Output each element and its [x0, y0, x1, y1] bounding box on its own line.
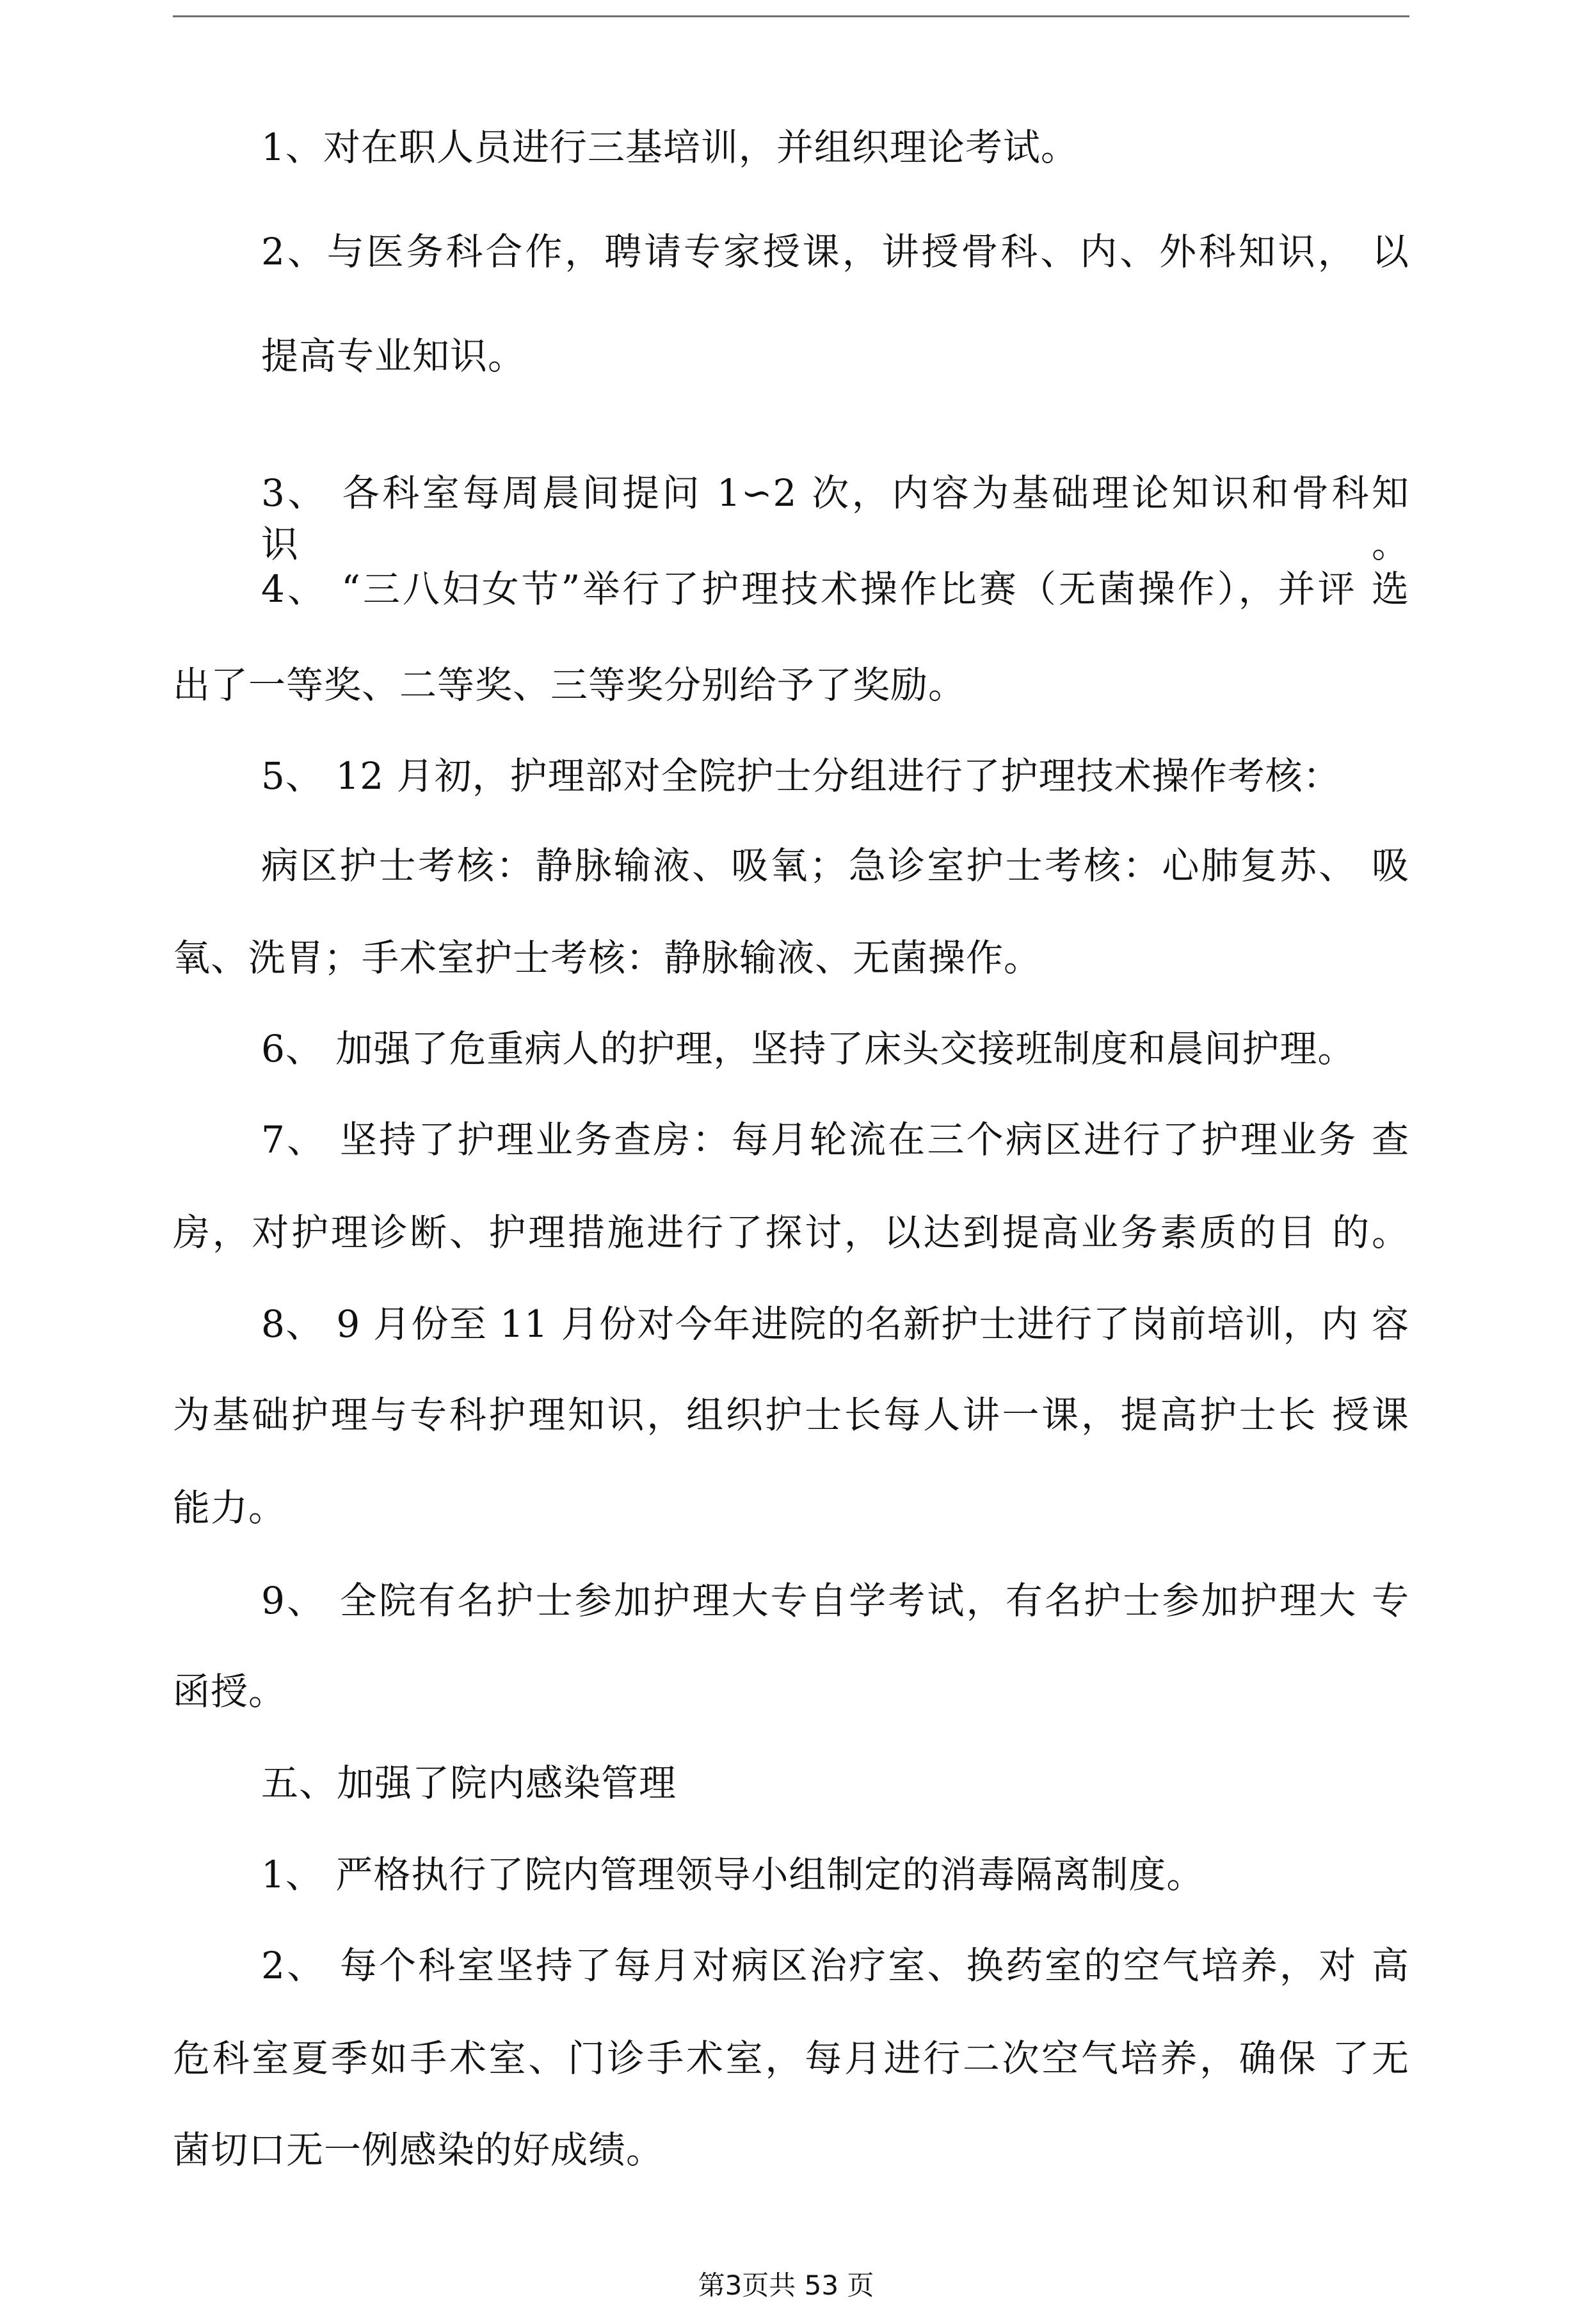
header-rule [173, 15, 1409, 17]
paragraph-line: 危科室夏季如手术室、门诊手术室，每月进行二次空气培养，确保 了无 [173, 2037, 1409, 2080]
paragraph-line: 8、 9 月份至 11 月份对今年进院的名新护士进行了岗前培训，内 容 [261, 1302, 1409, 1346]
paragraph-line: 5、 12 月初，护理部对全院护士分组进行了护理技术操作考核： [261, 754, 1341, 798]
paragraph-line: 菌切口无一例感染的好成绩。 [173, 2128, 664, 2172]
paragraph-line: 1、 严格执行了院内管理领导小组制定的消毒隔离制度。 [261, 1853, 1205, 1896]
paragraph-line: 4、 “三八妇女节”举行了护理技术操作比赛（无菌操作），并评 选 [261, 567, 1409, 611]
page-number: 第3页共 53 页 [698, 2270, 874, 2301]
paragraph-line: 出了一等奖、二等奖、三等奖分别给予了奖励。 [173, 663, 966, 707]
paragraph-line: 房，对护理诊断、护理措施进行了探讨，以达到提高业务素质的目 的。 [173, 1211, 1409, 1254]
paragraph-line: 2、与医务科合作，聘请专家授课，讲授骨科、内、外科知识， 以 [261, 230, 1409, 273]
paragraph-line: 病区护士考核：静脉输液、吸氧；急诊室护士考核：心肺复苏、 吸 [261, 844, 1409, 887]
paragraph-line: 2、 每个科室坚持了每月对病区治疗室、换药室的空气培养，对 高 [261, 1944, 1409, 1987]
paragraph-line: 氧、洗胃；手术室护士考核：静脉输液、无菌操作。 [173, 936, 1042, 980]
paragraph-line: 能力。 [173, 1486, 287, 1529]
paragraph-line: 函授。 [173, 1670, 287, 1713]
paragraph-line: 为基础护理与专科护理知识，组织护士长每人讲一课，提高护士长 授课 [173, 1393, 1409, 1437]
paragraph-line: 6、 加强了危重病人的护理，坚持了床头交接班制度和晨间护理。 [261, 1027, 1356, 1070]
section-heading: 五、加强了院内感染管理 [261, 1761, 677, 1805]
paragraph-line: 1、对在职人员进行三基培训，并组织理论考试。 [261, 125, 1079, 169]
paragraph-line: 7、 坚持了护理业务查房：每月轮流在三个病区进行了护理业务 查 [261, 1118, 1409, 1161]
paragraph-line: 9、 全院有名护士参加护理大专自学考试，有名护士参加护理大 专 [261, 1579, 1409, 1622]
paragraph-line: 3、 各科室每周晨间提问 1∽2 次，内容为基础理论知识和骨科知 识。 [261, 471, 1409, 566]
paragraph-line: 提高专业知识。 [261, 334, 526, 378]
